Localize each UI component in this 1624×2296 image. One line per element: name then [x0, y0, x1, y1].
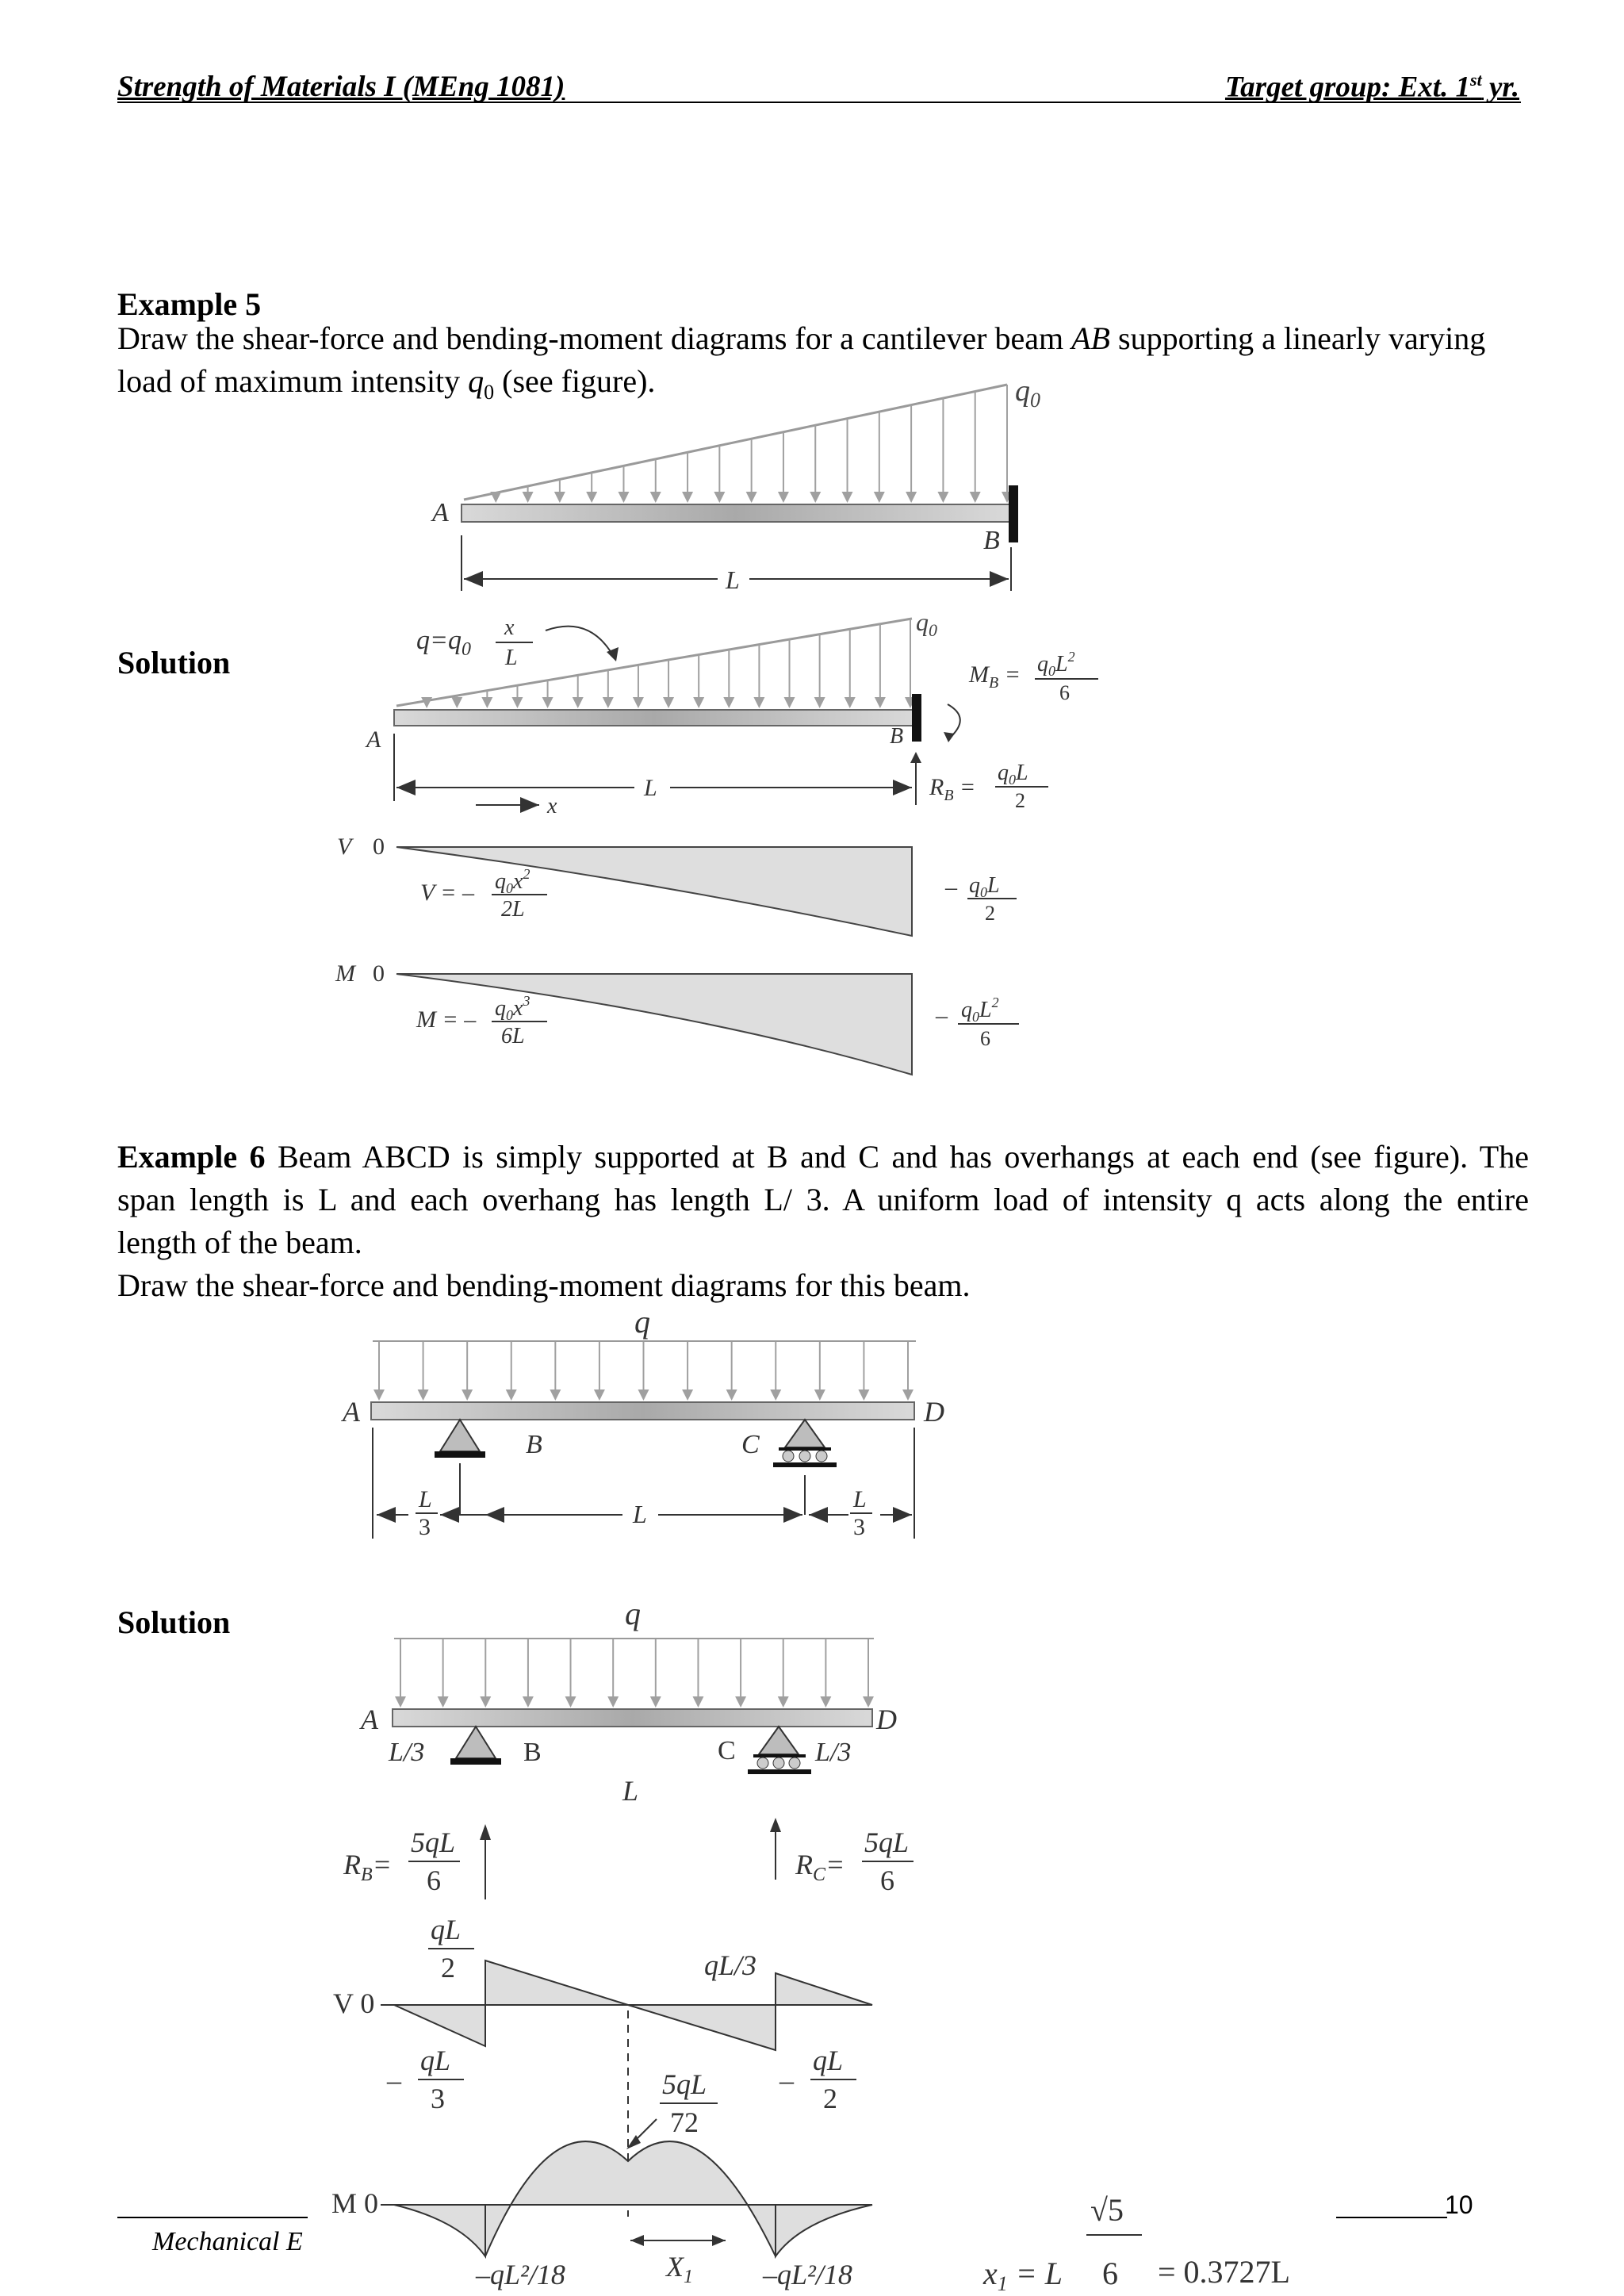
svg-text:q: q	[634, 1304, 650, 1340]
fig5-load-diagram	[431, 374, 1040, 594]
load-arrowhead	[618, 492, 629, 503]
svg-text:qL: qL	[813, 2045, 844, 2076]
fig5-moment-diagram	[335, 960, 1019, 1075]
fig6-beam	[371, 1402, 914, 1420]
svg-text:q0L2: $q_0L^2$	[1037, 649, 1075, 679]
svg-text:q0x2: $q_0x^2$	[495, 866, 530, 896]
fig5-beam	[462, 504, 1010, 522]
fig6-problem	[341, 1304, 944, 1540]
load-arrowhead	[863, 1696, 874, 1708]
load-arrowhead	[814, 1389, 825, 1401]
fig5-label-b: B	[983, 526, 1000, 555]
svg-text:2L: 2L	[501, 897, 525, 922]
load-arrowhead	[784, 697, 795, 708]
load-arrowhead	[373, 1389, 385, 1401]
load-arrowhead	[682, 1389, 693, 1401]
svg-text:x: x	[504, 615, 515, 640]
svg-text:L: L	[505, 646, 518, 670]
fig5-fixed-support	[1009, 485, 1018, 542]
load-arrowhead	[481, 697, 492, 708]
fig5-rb-label: $R_B$ =	[929, 774, 976, 804]
svg-text:2: 2	[985, 902, 995, 925]
load-arrowhead	[723, 697, 734, 708]
load-arrowhead	[858, 1389, 869, 1401]
svg-text:x: x	[547, 794, 557, 818]
svg-text:q0x3: $q_0x^3$	[495, 993, 530, 1023]
fig5-length-l: L	[726, 565, 740, 594]
load-arrowhead	[770, 1389, 781, 1401]
svg-text:3: 3	[419, 1514, 431, 1540]
svg-text:L: L	[633, 1500, 647, 1528]
load-arrowhead	[937, 492, 948, 503]
svg-text:B: B	[890, 724, 904, 749]
svg-text:qL: qL	[431, 1914, 462, 1945]
svg-text:–: –	[945, 874, 957, 900]
example6-figure	[0, 1269, 1624, 2296]
load-arrowhead	[511, 697, 523, 708]
load-arrowhead	[523, 492, 534, 503]
svg-text:3: 3	[853, 1514, 865, 1540]
load-arrowhead	[395, 1696, 406, 1708]
svg-text:–qL²/18: –qL²/18	[763, 2259, 852, 2290]
svg-text:5qL: 5qL	[411, 1826, 456, 1858]
load-arrowhead	[820, 1696, 831, 1708]
fig5-free-body	[365, 608, 1098, 818]
svg-text:6: 6	[880, 1865, 894, 1896]
fig5-mb-label: $M_B$ =	[969, 661, 1021, 692]
load-arrowhead	[682, 492, 693, 503]
load-arrowhead	[753, 697, 764, 708]
svg-text:6: 6	[427, 1865, 441, 1896]
load-arrowhead	[692, 1696, 703, 1708]
load-arrowhead	[451, 697, 462, 708]
header-course-title: Strength of Materials I (MEng 1081)	[117, 71, 565, 103]
load-arrowhead	[603, 697, 614, 708]
svg-text:6: 6	[980, 1027, 990, 1050]
load-arrowhead	[842, 492, 853, 503]
load-arrowhead	[506, 1389, 517, 1401]
svg-text:B: B	[523, 1738, 542, 1767]
svg-text:qL/3: qL/3	[704, 1949, 757, 1981]
fig5-label-a: A	[432, 498, 449, 527]
svg-text:q0L: $q_0L$	[998, 761, 1028, 788]
load-arrowhead	[735, 1696, 746, 1708]
svg-text:M: M	[335, 960, 355, 987]
svg-text:C: C	[718, 1736, 736, 1765]
fig6-rb-label: $R_B=$	[343, 1849, 392, 1885]
example6-statement: Example 6 Beam ABCD is simply supported at B and C and has overhangs at each end (see figure). The span length is L and each overhang has length L/ 3. A uniform load of intensity q acts along the entire length of the beam. Draw the shear-force and bending-moment diagrams for this beam.	[117, 1139, 1529, 1303]
svg-text:C: C	[741, 1430, 760, 1459]
svg-text:–: –	[936, 1002, 948, 1029]
svg-text:L/3: L/3	[815, 1738, 852, 1767]
fig5-fb-beam	[394, 710, 914, 726]
example5-figure	[0, 0, 1624, 1110]
load-arrowhead	[523, 1696, 534, 1708]
footer-rule-left	[117, 2217, 308, 2218]
footer-rule-right	[1336, 2217, 1447, 2218]
svg-text:A: A	[343, 1396, 360, 1428]
svg-text:M 0: M 0	[331, 2187, 379, 2219]
svg-text:q0L: $q_0L$	[969, 873, 1000, 900]
load-arrowhead	[650, 1696, 661, 1708]
load-arrowhead	[778, 1696, 789, 1708]
svg-text:L: L	[419, 1486, 432, 1512]
fig5-shear-diagram	[337, 834, 1017, 936]
svg-text:0: 0	[373, 960, 385, 987]
svg-text:6: 6	[1102, 2256, 1118, 2291]
load-arrowhead	[875, 697, 886, 708]
svg-text:V 0: V 0	[333, 1987, 375, 2019]
svg-text:q0L2: $q_0L^2$	[961, 995, 999, 1025]
load-arrowhead	[778, 492, 789, 503]
fig6-free-body	[343, 1596, 914, 1899]
load-arrowhead	[845, 697, 856, 708]
header-target-group: Target group: Ext. 1st yr.	[1224, 70, 1519, 104]
svg-text:L: L	[622, 1775, 639, 1807]
svg-text:X1: $X_1$	[666, 2251, 693, 2287]
svg-text:B: B	[526, 1430, 542, 1459]
svg-text:5qL: 5qL	[662, 2068, 707, 2100]
load-arrowhead	[633, 697, 644, 708]
svg-text:–: –	[779, 2064, 794, 2096]
svg-text:= 0.3727L: = 0.3727L	[1158, 2254, 1290, 2290]
load-arrowhead	[650, 492, 661, 503]
svg-text:0: 0	[373, 834, 385, 860]
load-arrowhead	[594, 1389, 605, 1401]
svg-text:2: 2	[823, 2083, 837, 2114]
fig6-rc-label: $R_C=$	[795, 1849, 845, 1885]
fig6-moment-diagram	[331, 2068, 1290, 2295]
svg-text:2: 2	[441, 1952, 455, 1984]
example6-solution-label: Solution	[117, 1604, 231, 1640]
load-arrowhead	[542, 697, 553, 708]
svg-text:2: 2	[1015, 789, 1025, 812]
load-arrowhead	[607, 1696, 619, 1708]
load-arrowhead	[438, 1696, 449, 1708]
svg-text:L: L	[644, 775, 657, 801]
svg-text:5qL: 5qL	[864, 1826, 910, 1858]
svg-text:q0: $q_0$	[916, 608, 937, 640]
load-arrowhead	[573, 697, 584, 708]
svg-text:A: A	[366, 726, 381, 753]
svg-text:L/3: L/3	[389, 1738, 425, 1767]
svg-text:V = –: V = –	[420, 880, 475, 906]
fig5-q-expression: $q=q_0$	[416, 626, 471, 660]
load-arrowhead	[480, 1696, 491, 1708]
svg-text:D: D	[876, 1704, 897, 1735]
load-arrowhead	[554, 492, 565, 503]
example5-title: Example 5	[117, 286, 262, 322]
svg-text:3: 3	[431, 2083, 445, 2114]
load-arrowhead	[726, 1389, 737, 1401]
svg-text:–qL²/18: –qL²/18	[476, 2259, 565, 2290]
load-arrowhead	[490, 492, 501, 503]
svg-text:A: A	[361, 1704, 378, 1735]
example5-statement: Draw the shear-force and bending-moment diagrams for a cantilever beam AB supporting a linearly varying load of maximum intensity $q_0$ (see figure).	[117, 320, 1486, 404]
load-arrowhead	[421, 697, 432, 708]
load-arrowhead	[418, 1389, 429, 1401]
load-arrowhead	[638, 1389, 649, 1401]
svg-text:L: L	[853, 1486, 867, 1512]
svg-text:√5: √5	[1090, 2192, 1124, 2228]
svg-text:V: V	[337, 834, 352, 860]
load-arrowhead	[663, 697, 674, 708]
svg-text:6L: 6L	[501, 1024, 525, 1048]
svg-text:72: 72	[670, 2106, 699, 2138]
load-arrowhead	[906, 492, 917, 503]
svg-text:6: 6	[1059, 681, 1070, 704]
svg-text:–: –	[387, 2064, 401, 2096]
footer-department: Mechanical E	[152, 2227, 303, 2256]
svg-text:q: q	[625, 1596, 641, 1631]
load-arrowhead	[814, 697, 825, 708]
load-arrowhead	[586, 492, 597, 503]
load-arrowhead	[746, 492, 757, 503]
svg-text:M = –: M = –	[416, 1006, 477, 1033]
load-arrowhead	[874, 492, 885, 503]
page-number: 10	[1445, 2191, 1473, 2219]
svg-text:x1 = L: $x_1 = L$	[983, 2256, 1063, 2295]
load-arrowhead	[810, 492, 821, 503]
load-arrowhead	[462, 1389, 473, 1401]
load-arrowhead	[693, 697, 704, 708]
example5-solution-label: Solution	[117, 645, 231, 680]
load-arrowhead	[714, 492, 725, 503]
fig5-q0-label: $q_0$	[1015, 374, 1040, 412]
load-arrowhead	[565, 1696, 576, 1708]
load-arrowhead	[550, 1389, 561, 1401]
svg-text:qL: qL	[420, 2045, 451, 2076]
svg-text:D: D	[924, 1396, 944, 1428]
load-arrowhead	[970, 492, 981, 503]
load-arrowhead	[902, 1389, 914, 1401]
